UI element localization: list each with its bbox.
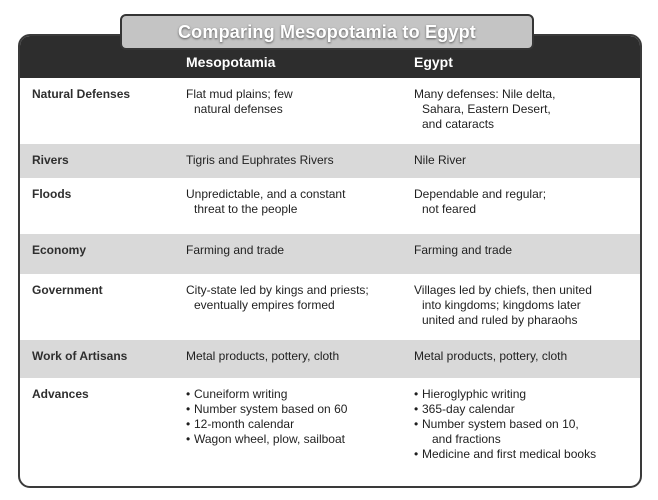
list-item: • Number system based on 60 — [186, 402, 414, 417]
list-item-continuation: and fractions — [432, 432, 501, 446]
row-label: Advances — [32, 387, 89, 401]
cell-line: Farming and trade — [186, 243, 285, 257]
mesopotamia-cell — [186, 187, 414, 217]
egypt-cell — [414, 153, 636, 168]
cell-line: Flat mud plains; few — [186, 87, 293, 101]
cell-line: natural defenses — [194, 102, 283, 116]
table-row-work-of-artisans — [20, 340, 640, 378]
mesopotamia-cell — [186, 349, 414, 364]
table-row-floods — [20, 178, 640, 234]
table-title: Comparing Mesopotamia to Egypt — [120, 14, 534, 50]
row-label: Floods — [32, 187, 72, 201]
advances-list — [186, 387, 414, 447]
row-label: Natural Defenses — [32, 87, 131, 101]
list-item: • Number system based on 10, — [414, 417, 636, 432]
cell-line: into kingdoms; kingdoms later — [422, 298, 581, 312]
advances-list — [414, 387, 636, 462]
cell-line: Many defenses: Nile delta, — [414, 87, 556, 101]
mesopotamia-cell — [186, 387, 414, 447]
row-label: Government — [32, 283, 103, 297]
row-label: Rivers — [32, 153, 69, 167]
cell-line: united and ruled by pharaohs — [422, 313, 578, 327]
cell-line: Metal products, pottery, cloth — [414, 349, 568, 363]
egypt-cell — [414, 187, 636, 217]
cell-line: and cataracts — [422, 117, 495, 131]
list-item: • Medicine and first medical books — [414, 447, 636, 462]
table-row-natural-defenses — [20, 78, 640, 144]
cell-line: City-state led by kings and priests; — [186, 283, 369, 297]
egypt-cell — [414, 243, 636, 258]
cell-line: Unpredictable, and a constant — [186, 187, 346, 201]
list-item: • 365-day calendar — [414, 402, 636, 417]
list-item: • Cuneiform writing — [186, 387, 414, 402]
row-label: Economy — [32, 243, 87, 257]
list-item: • Hieroglyphic writing — [414, 387, 636, 402]
table-row-government — [20, 274, 640, 340]
cell-line: Metal products, pottery, cloth — [186, 349, 340, 363]
table-row-economy — [20, 234, 640, 274]
list-item: • Wagon wheel, plow, sailboat — [186, 432, 414, 447]
cell-line: threat to the people — [194, 202, 298, 216]
egypt-cell — [414, 87, 636, 132]
comparison-table — [18, 34, 642, 488]
cell-line: Tigris and Euphrates Rivers — [186, 153, 334, 167]
mesopotamia-cell — [186, 153, 414, 168]
cell-line: Sahara, Eastern Desert, — [422, 102, 551, 116]
column-header-egypt: Egypt — [414, 54, 453, 70]
mesopotamia-cell — [186, 87, 414, 117]
column-header-mesopotamia: Mesopotamia — [186, 54, 276, 70]
table-row-rivers — [20, 144, 640, 178]
table-row-advances — [20, 378, 640, 486]
egypt-cell — [414, 349, 636, 364]
cell-line: Nile River — [414, 153, 467, 167]
mesopotamia-cell — [186, 283, 414, 313]
cell-line: Villages led by chiefs, then united — [414, 283, 592, 297]
egypt-cell — [414, 387, 636, 462]
cell-line: Dependable and regular; — [414, 187, 547, 201]
cell-line: eventually empires formed — [194, 298, 335, 312]
cell-line: Farming and trade — [414, 243, 513, 257]
row-label: Work of Artisans — [32, 349, 128, 363]
mesopotamia-cell — [186, 243, 414, 258]
list-item: • 12-month calendar — [186, 417, 414, 432]
cell-line: not feared — [422, 202, 477, 216]
egypt-cell — [414, 283, 636, 328]
